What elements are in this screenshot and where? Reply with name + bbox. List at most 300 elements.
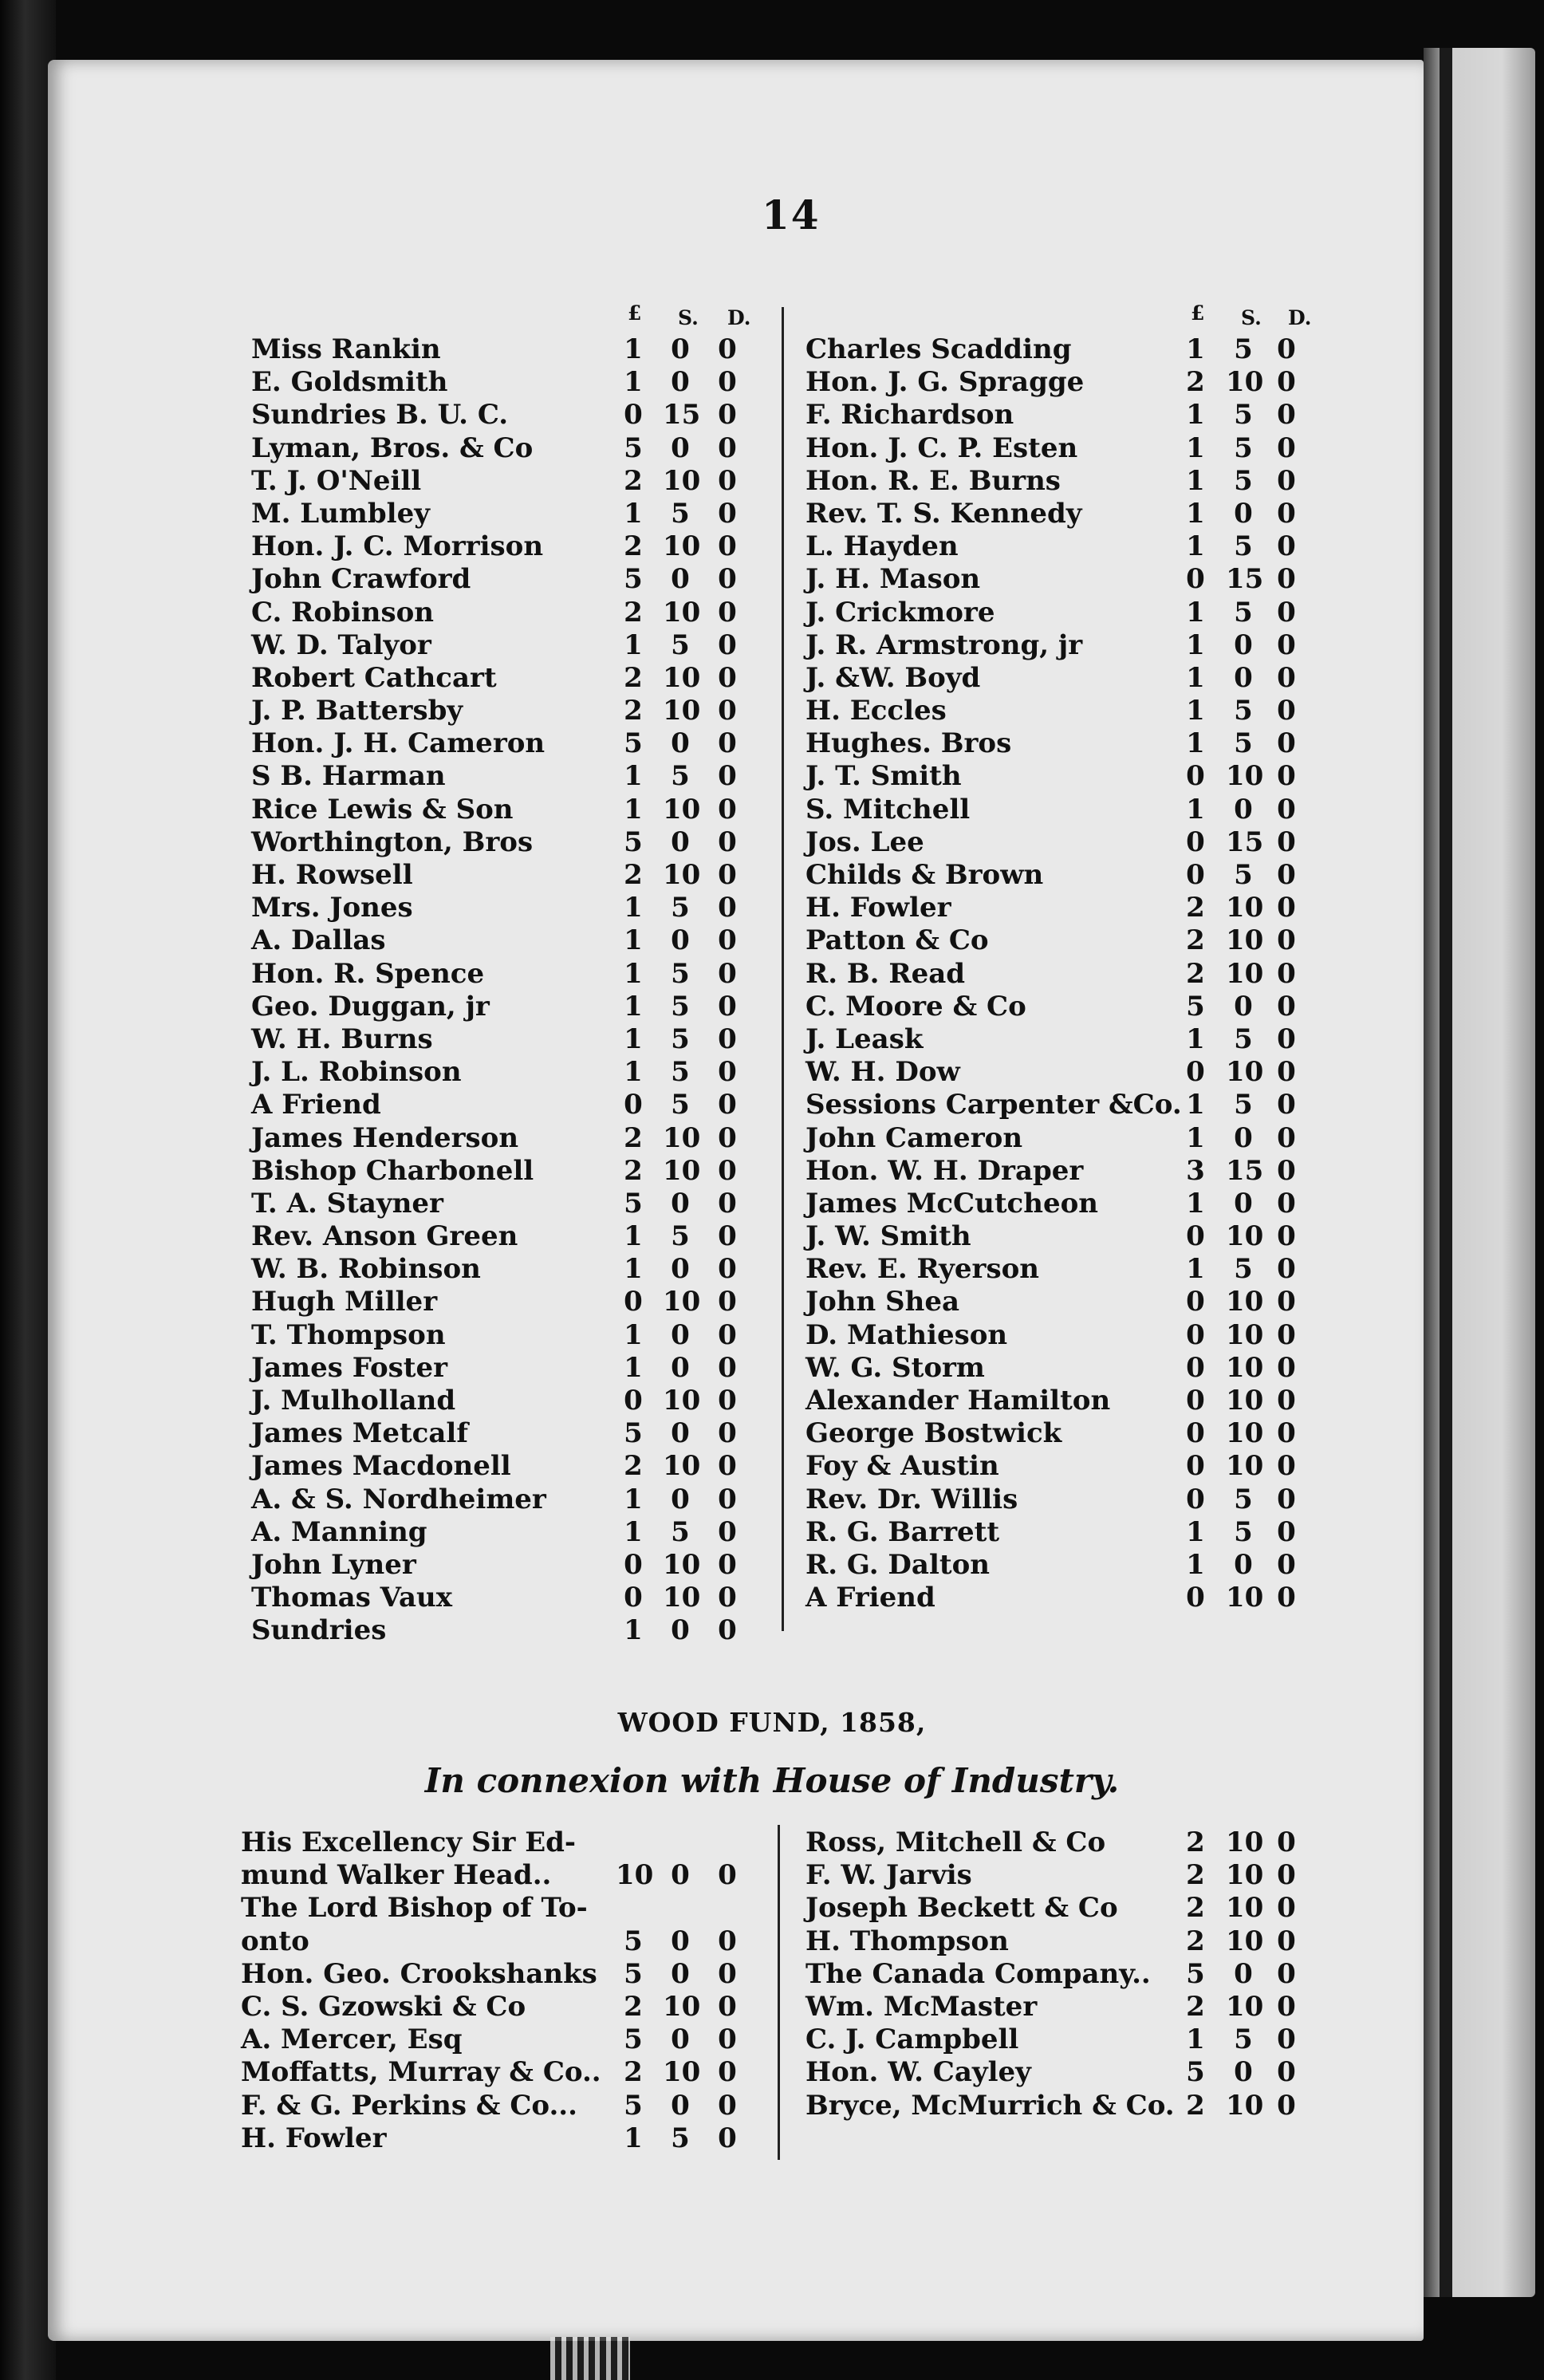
shillings-value: 10 — [663, 1548, 701, 1581]
pence-value: 0 — [1277, 1121, 1296, 1154]
shillings-value: 10 — [663, 1385, 701, 1417]
pence-value: 0 — [718, 1859, 737, 1892]
shillings-value: 5 — [1234, 2023, 1253, 2056]
subscriber-name: H. Eccles — [805, 695, 947, 727]
entry-row — [251, 794, 762, 826]
subscriber-name: Wm. McMaster — [805, 1990, 1038, 2023]
pence-value: 0 — [1277, 399, 1296, 431]
pence-value: 0 — [1277, 924, 1296, 957]
pounds-value: 0 — [1186, 1417, 1205, 1450]
pence-value: 0 — [1277, 1548, 1296, 1581]
shillings-value: 10 — [663, 1121, 701, 1154]
pence-value: 0 — [1277, 1318, 1296, 1351]
subscriber-name: S. Mitchell — [805, 793, 971, 826]
wood-fund-subtitle: In connexion with House of Industry. — [424, 1761, 1120, 1800]
shillings-value: 15 — [1226, 563, 1264, 596]
subscriber-name: Hon. W. Cayley — [805, 2056, 1031, 2089]
pence-value: 0 — [718, 366, 737, 399]
pounds-value: 0 — [624, 1582, 643, 1614]
pence-value: 0 — [718, 596, 737, 628]
shillings-value: 10 — [663, 2056, 701, 2089]
pounds-value: 1 — [1186, 333, 1205, 365]
wood-fund-title: WOOD FUND, 1858, — [617, 1707, 927, 1738]
pence-value: 0 — [1277, 1286, 1296, 1318]
pence-value: 0 — [1277, 892, 1296, 924]
entry-row — [251, 1549, 762, 1582]
pounds-value: 1 — [1186, 399, 1205, 431]
pounds-value: 0 — [1186, 1351, 1205, 1384]
pence-value: 0 — [718, 399, 737, 431]
pence-value: 0 — [718, 1582, 737, 1614]
entry-row — [805, 530, 1348, 563]
entry-row — [805, 1582, 1348, 1614]
shillings-value: 5 — [1234, 431, 1253, 464]
entry-row — [241, 2056, 759, 2089]
pence-value: 0 — [1277, 1859, 1296, 1892]
entry-row — [805, 1056, 1348, 1089]
pence-value: 0 — [1277, 1515, 1296, 1548]
entry-row — [805, 1155, 1348, 1188]
subscriber-name: H. Rowsell — [251, 859, 413, 891]
subscriber-name: F. W. Jarvis — [805, 1859, 972, 1892]
pence-value: 0 — [718, 793, 737, 826]
pence-value: 0 — [1277, 464, 1296, 497]
shillings-value: 10 — [1226, 1582, 1264, 1614]
subscriber-name: The Lord Bishop of To- — [241, 1892, 588, 1925]
shillings-value: 5 — [671, 1220, 690, 1253]
shillings-value: 0 — [671, 1351, 690, 1384]
subscriber-name: M. Lumbley — [251, 497, 430, 530]
entry-row — [251, 1122, 762, 1155]
entry-row — [805, 1484, 1348, 1516]
subscriber-name: J. H. Mason — [805, 563, 981, 596]
shillings-value: 10 — [1226, 1286, 1264, 1318]
shillings-value: 0 — [1234, 628, 1253, 661]
shillings-value: 0 — [1234, 1548, 1253, 1581]
entry-row — [241, 2122, 759, 2155]
shillings-value: 10 — [663, 1582, 701, 1614]
subscriber-name: Lyman, Bros. & Co — [251, 431, 534, 464]
pence-value: 0 — [1277, 1826, 1296, 1858]
pounds-value: 1 — [1186, 727, 1205, 760]
pence-value: 0 — [718, 1286, 737, 1318]
subscriber-name: Alexander Hamilton — [805, 1385, 1111, 1417]
subscriber-name: Bryce, McMurrich & Co. — [805, 2089, 1175, 2122]
entry-row — [805, 2090, 1348, 2122]
pence-value: 0 — [718, 826, 737, 858]
pounds-value: 1 — [1186, 1023, 1205, 1055]
pounds-value: 0 — [1186, 1450, 1205, 1483]
subscriber-name: J. &W. Boyd — [805, 661, 981, 694]
pounds-value: 2 — [624, 2056, 643, 2089]
subscriber-name: James Metcalf — [251, 1417, 468, 1450]
pence-value: 0 — [1277, 859, 1296, 891]
pounds-value: 1 — [1186, 2023, 1205, 2056]
pounds-value: 1 — [624, 793, 643, 826]
shillings-value: 0 — [1234, 2056, 1253, 2089]
pence-value: 0 — [718, 2122, 737, 2154]
pounds-value: 1 — [1186, 1253, 1205, 1286]
entry-row — [805, 1253, 1348, 1286]
subscriber-name: Patton & Co — [805, 924, 989, 957]
pounds-value: 1 — [1186, 628, 1205, 661]
subscriber-name: J. Mulholland — [251, 1385, 456, 1417]
entry-row — [805, 629, 1348, 662]
entry-row — [251, 563, 762, 596]
pence-value: 0 — [718, 563, 737, 596]
subscription-list-left — [251, 333, 762, 1648]
pounds-value: 2 — [624, 1450, 643, 1483]
shillings-value: 5 — [1234, 1515, 1253, 1548]
shillings-value: 0 — [671, 1483, 690, 1515]
entry-row — [805, 924, 1348, 957]
column-divider — [782, 307, 784, 1631]
shillings-value: 10 — [1226, 1859, 1264, 1892]
pence-value: 0 — [718, 1023, 737, 1055]
shillings-value: 5 — [671, 628, 690, 661]
shillings-value: 0 — [671, 1859, 690, 1892]
pounds-value: 5 — [624, 2023, 643, 2056]
pence-value: 0 — [718, 1187, 737, 1220]
pence-value: 0 — [1277, 661, 1296, 694]
subscriber-name: T. Thompson — [251, 1318, 446, 1351]
shillings-value: 0 — [671, 826, 690, 858]
pounds-value: 5 — [624, 826, 643, 858]
shillings-value: 0 — [1234, 990, 1253, 1023]
pounds-value: 2 — [1186, 1859, 1205, 1892]
pence-value: 0 — [1277, 826, 1296, 858]
pounds-value: 2 — [624, 1154, 643, 1187]
pounds-value: 1 — [1186, 1089, 1205, 1121]
entry-row — [805, 1417, 1348, 1450]
entry-row — [805, 2056, 1348, 2089]
pounds-value: 1 — [624, 1220, 643, 1253]
pence-value: 0 — [718, 333, 737, 365]
pence-value: 0 — [718, 1548, 737, 1581]
pence-value: 0 — [1277, 596, 1296, 628]
pounds-value: 0 — [1186, 859, 1205, 891]
subscriber-name: J. Crickmore — [805, 596, 995, 628]
pounds-value: 5 — [624, 431, 643, 464]
pence-value: 0 — [718, 892, 737, 924]
entry-row — [251, 826, 762, 859]
pounds-value: 1 — [624, 990, 643, 1023]
entry-row — [805, 432, 1348, 465]
pounds-value: 1 — [624, 924, 643, 957]
shillings-value: 10 — [1226, 1318, 1264, 1351]
pence-value: 0 — [718, 1318, 737, 1351]
shillings-value: 10 — [1226, 1892, 1264, 1925]
entry-row — [805, 859, 1348, 892]
subscriber-name: W. B. Robinson — [251, 1253, 481, 1286]
shillings-value: 10 — [1226, 1925, 1264, 1957]
subscriber-name: Miss Rankin — [251, 333, 441, 365]
subscriber-name: Hon. J. C. P. Esten — [805, 431, 1078, 464]
subscriber-name: Rev. Anson Green — [251, 1220, 518, 1253]
shilling-header-right: S. — [1241, 306, 1262, 329]
pence-value: 0 — [1277, 1450, 1296, 1483]
entry-row — [251, 1417, 762, 1450]
subscriber-name: Hon. J. G. Spragge — [805, 366, 1085, 399]
shillings-value: 0 — [1234, 793, 1253, 826]
pounds-value: 1 — [1186, 1187, 1205, 1220]
pounds-value: 2 — [624, 1990, 643, 2023]
subscriber-name: Hon. J. C. Morrison — [251, 530, 544, 563]
entry-row — [805, 1925, 1348, 1958]
pence-value: 0 — [718, 727, 737, 760]
pence-value: 0 — [1277, 1483, 1296, 1515]
subscriber-name: James Foster — [251, 1351, 448, 1384]
subscriber-name: S B. Harman — [251, 760, 446, 793]
subscriber-name: Joseph Beckett & Co — [805, 1892, 1118, 1925]
pence-value: 0 — [718, 1957, 737, 1990]
subscriber-name: Foy & Austin — [805, 1450, 999, 1483]
shillings-value: 0 — [1234, 1121, 1253, 1154]
shillings-value: 0 — [671, 2089, 690, 2122]
entry-row — [805, 760, 1348, 793]
pence-value: 0 — [1277, 1892, 1296, 1925]
pounds-value: 0 — [624, 1089, 643, 1121]
shillings-value: 10 — [1226, 1826, 1264, 1858]
entry-row — [251, 366, 762, 399]
subscriber-name: H. Thompson — [805, 1925, 1009, 1957]
pounds-value: 5 — [624, 1957, 643, 1990]
pounds-value: 1 — [624, 366, 643, 399]
shillings-value: 15 — [1226, 826, 1264, 858]
subscriber-name: Thomas Vaux — [251, 1582, 452, 1614]
pence-value: 0 — [1277, 1957, 1296, 1990]
wood-fund-divider — [778, 1825, 780, 2160]
pence-header-right: D. — [1288, 306, 1312, 329]
subscriber-name: Sessions Carpenter &Co. — [805, 1089, 1182, 1121]
pounds-value: 5 — [624, 1417, 643, 1450]
entry-row — [805, 366, 1348, 399]
subscriber-name: J. Leask — [805, 1023, 924, 1055]
shillings-value: 0 — [671, 563, 690, 596]
pounds-value: 1 — [624, 1483, 643, 1515]
entry-row — [805, 333, 1348, 366]
pounds-value: 0 — [1186, 1318, 1205, 1351]
entry-row — [251, 1056, 762, 1089]
entry-row — [241, 1859, 759, 1892]
shillings-value: 5 — [1234, 1483, 1253, 1515]
subscriber-name: Hon. Geo. Crookshanks — [241, 1957, 597, 1990]
pounds-value: 2 — [1186, 2089, 1205, 2122]
entry-row — [251, 859, 762, 892]
pounds-value: 2 — [1186, 1990, 1205, 2023]
entry-row — [241, 2090, 759, 2122]
entry-row — [805, 1450, 1348, 1483]
entry-row — [805, 1991, 1348, 2023]
entry-row — [805, 1958, 1348, 1991]
pence-value: 0 — [1277, 530, 1296, 563]
shillings-value: 5 — [671, 1056, 690, 1089]
pence-value: 0 — [718, 1990, 737, 2023]
entry-row — [251, 333, 762, 366]
entry-row — [251, 597, 762, 629]
entry-row — [251, 1023, 762, 1056]
pounds-value: 1 — [1186, 1548, 1205, 1581]
shillings-value: 10 — [1226, 1056, 1264, 1089]
subscriber-name: R. G. Barrett — [805, 1515, 1000, 1548]
pound-header-right: £ — [1191, 301, 1205, 325]
subscriber-name: R. B. Read — [805, 957, 966, 990]
subscriber-name: Childs & Brown — [805, 859, 1044, 891]
pounds-value: 1 — [1186, 695, 1205, 727]
pence-value: 0 — [1277, 1187, 1296, 1220]
pounds-value: 5 — [624, 727, 643, 760]
pence-value: 0 — [718, 1351, 737, 1384]
pence-value: 0 — [1277, 695, 1296, 727]
pence-value: 0 — [718, 990, 737, 1023]
shillings-value: 10 — [663, 530, 701, 563]
pence-value: 0 — [718, 497, 737, 530]
entry-row — [805, 1220, 1348, 1253]
pence-value: 0 — [1277, 760, 1296, 793]
shillings-value: 5 — [1234, 1023, 1253, 1055]
subscriber-name: H. Fowler — [805, 892, 951, 924]
pence-value: 0 — [1277, 431, 1296, 464]
entry-row — [805, 1023, 1348, 1056]
pounds-value: 1 — [624, 333, 643, 365]
subscriber-name: A. Dallas — [251, 924, 386, 957]
shillings-value: 10 — [1226, 1450, 1264, 1483]
subscriber-name: Hon. R. Spence — [251, 957, 485, 990]
shillings-value: 10 — [1226, 1417, 1264, 1450]
wood-fund-list-right — [805, 1826, 1348, 2122]
entry-row — [251, 1352, 762, 1385]
wood-fund-list-left — [241, 1826, 759, 2155]
pounds-value: 0 — [1186, 1582, 1205, 1614]
pence-value: 0 — [1277, 2023, 1296, 2056]
pence-value: 0 — [718, 859, 737, 891]
shillings-value: 15 — [1226, 1154, 1264, 1187]
shillings-value: 0 — [671, 1957, 690, 1990]
pence-value: 0 — [1277, 1990, 1296, 2023]
pounds-value: 3 — [1186, 1154, 1205, 1187]
shillings-value: 5 — [671, 760, 690, 793]
pence-value: 0 — [1277, 1925, 1296, 1957]
pounds-value: 5 — [1186, 990, 1205, 1023]
shillings-value: 5 — [1234, 1089, 1253, 1121]
pounds-value: 0 — [624, 1286, 643, 1318]
shillings-value: 10 — [663, 695, 701, 727]
subscriber-name: W. D. Talyor — [251, 628, 431, 661]
shillings-value: 10 — [663, 859, 701, 891]
shillings-value: 0 — [671, 366, 690, 399]
pence-value: 0 — [718, 1253, 737, 1286]
shillings-value: 0 — [671, 1417, 690, 1450]
shillings-value: 5 — [671, 892, 690, 924]
pence-value: 0 — [718, 1056, 737, 1089]
subscriber-name: W. H. Dow — [805, 1056, 960, 1089]
subscriber-name: James Macdonell — [251, 1450, 511, 1483]
subscriber-name: John Cameron — [805, 1121, 1023, 1154]
shillings-value: 10 — [663, 1154, 701, 1187]
shillings-value: 5 — [671, 1089, 690, 1121]
shillings-value: 10 — [663, 464, 701, 497]
subscriber-name: A. Manning — [251, 1515, 427, 1548]
subscriber-name: Hughes. Bros — [805, 727, 1012, 760]
subscriber-name: L. Hayden — [805, 530, 959, 563]
page-number: 14 — [762, 191, 821, 238]
pounds-value: 1 — [624, 1023, 643, 1055]
entry-row — [805, 695, 1348, 727]
subscriber-name: Rice Lewis & Son — [251, 793, 514, 826]
entry-row — [251, 1155, 762, 1188]
shillings-value: 0 — [1234, 661, 1253, 694]
pence-value: 0 — [1277, 563, 1296, 596]
shillings-value: 10 — [663, 596, 701, 628]
entry-row — [805, 794, 1348, 826]
subscriber-name: D. Mathieson — [805, 1318, 1008, 1351]
shillings-value: 5 — [671, 497, 690, 530]
shillings-value: 5 — [1234, 530, 1253, 563]
subscriber-name: Rev. Dr. Willis — [805, 1483, 1018, 1515]
entry-row — [805, 1188, 1348, 1220]
pence-value: 0 — [1277, 2056, 1296, 2089]
pence-value: 0 — [1277, 990, 1296, 1023]
subscriber-name: Ross, Mitchell & Co — [805, 1826, 1106, 1858]
shillings-value: 0 — [671, 431, 690, 464]
entry-row — [251, 1582, 762, 1614]
binding-thread — [550, 2337, 630, 2380]
pound-header: £ — [628, 301, 642, 325]
subscriber-name: A Friend — [251, 1089, 381, 1121]
pounds-value: 1 — [1186, 793, 1205, 826]
pounds-value: 2 — [1186, 366, 1205, 399]
entry-row — [251, 1319, 762, 1352]
subscriber-name: C. Moore & Co — [805, 990, 1026, 1023]
shillings-value: 10 — [1226, 1351, 1264, 1384]
entry-row — [805, 991, 1348, 1023]
pounds-value: 1 — [624, 1318, 643, 1351]
pence-value: 0 — [1277, 2089, 1296, 2122]
shillings-value: 5 — [1234, 859, 1253, 891]
entry-row — [251, 399, 762, 431]
shilling-header: S. — [678, 306, 699, 329]
subscriber-name: John Shea — [805, 1286, 959, 1318]
entry-row — [241, 1991, 759, 2023]
pounds-value: 1 — [1186, 1515, 1205, 1548]
pence-value: 0 — [718, 530, 737, 563]
subscriber-name: C. S. Gzowski & Co — [241, 1990, 526, 2023]
entry-row — [251, 1614, 762, 1647]
entry-row — [251, 1089, 762, 1121]
subscriber-name: James Henderson — [251, 1121, 519, 1154]
entry-row — [805, 1089, 1348, 1121]
entry-row — [805, 498, 1348, 530]
subscriber-name: James McCutcheon — [805, 1187, 1098, 1220]
pence-value: 0 — [718, 2056, 737, 2089]
shillings-value: 10 — [1226, 2089, 1264, 2122]
shillings-value: 5 — [671, 1515, 690, 1548]
shillings-value: 0 — [671, 1925, 690, 1957]
pence-value: 0 — [1277, 1351, 1296, 1384]
shillings-value: 10 — [1226, 1220, 1264, 1253]
entry-row — [241, 1925, 759, 1958]
pounds-value: 1 — [624, 497, 643, 530]
subscriber-name: Mrs. Jones — [251, 892, 413, 924]
shillings-value: 5 — [1234, 399, 1253, 431]
shillings-value: 10 — [1226, 1385, 1264, 1417]
entry-row — [805, 1122, 1348, 1155]
subscriber-name: A. & S. Nordheimer — [251, 1483, 546, 1515]
pounds-value: 1 — [624, 1056, 643, 1089]
entry-row — [251, 958, 762, 991]
pence-value: 0 — [1277, 1056, 1296, 1089]
entry-row — [251, 1450, 762, 1483]
